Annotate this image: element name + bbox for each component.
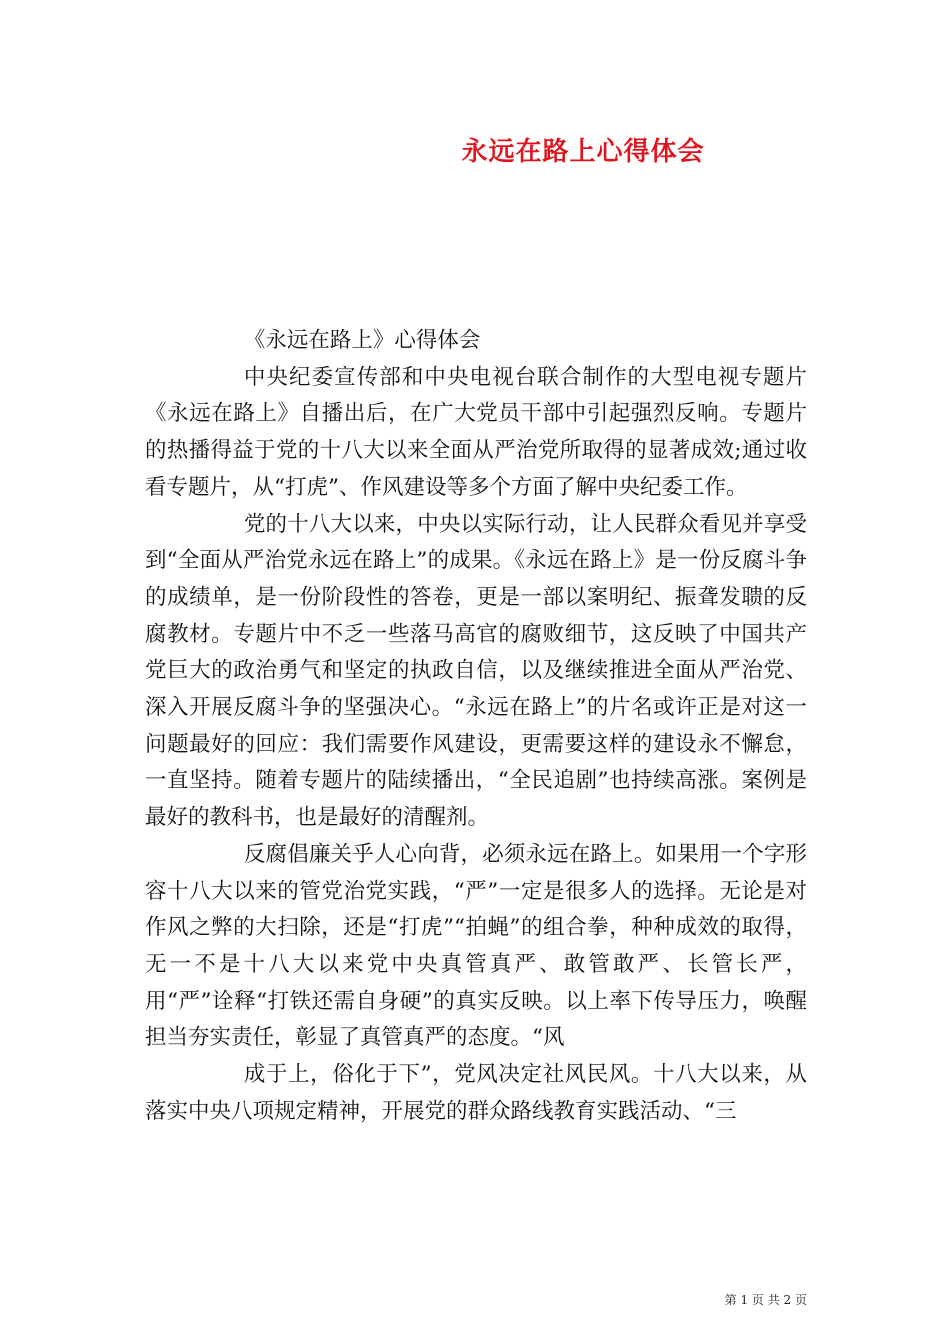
subtitle: 《永远在路上》心得体会 [243,328,481,353]
paragraph: 党的十八大以来，中央以实际行动，让人民群众看见并享受到“全面从严治党永远在路上”的成果。《永远在路上》是一份反腐斗争的成绩单，是一份阶段性的答卷，更是一部以案明纪、振聋发聩的反腐教材。专题片中不乏一些落马高官的腐败细节，这反映了中国共产党巨大的政治勇气和坚定的执政自信，以及继续推进全面从严治党、深入开展反腐斗争的坚强决心。“永远在路上”的片名或许正是对这一问题最好的回应：我们需要作风建设，更需要这样的建设永不懈怠，一直坚持。随着专题片的陆续播出，“全民追剧”也持续高涨。案例是最好的教科书，也是最好的清醒剂。 [145,511,807,831]
paragraph: 反腐倡廉关乎人心向背，必须永远在路上。如果用一个字形容十八大以来的管党治党实践，“严”一定是很多人的选择。无论是对作风之弊的大扫除，还是“打虎”“拍蝇”的组合拳，种种成效的取得，无一不是十八大以来党中央真管真严、敢管敢严、长管长严，用“严”诠释“打铁还需自身硬”的真实反映。以上率下传导压力，唤醒担当夯实责任，彰显了真管真严的态度。“风 [145,841,807,1051]
paragraph: 中央纪委宣传部和中央电视台联合制作的大型电视专题片《永远在路上》自播出后，在广大党员干部中引起强烈反响。专题片的热播得益于党的十八大以来全面从严治党所取得的显著成效;通过收看专题片，从“打虎”、作风建设等多个方面了解中央纪委工作。 [145,364,807,500]
document-body [145,323,807,1130]
page-number: 第 1 页 共 2 页 [724,1293,807,1307]
paragraph: 成于上，俗化于下”，党风决定社风民风。十八大以来，从落实中央八项规定精神，开展党的群众路线教育实践活动、“三 [145,1062,807,1124]
document-title: 永远在路上心得体会 [461,137,705,167]
